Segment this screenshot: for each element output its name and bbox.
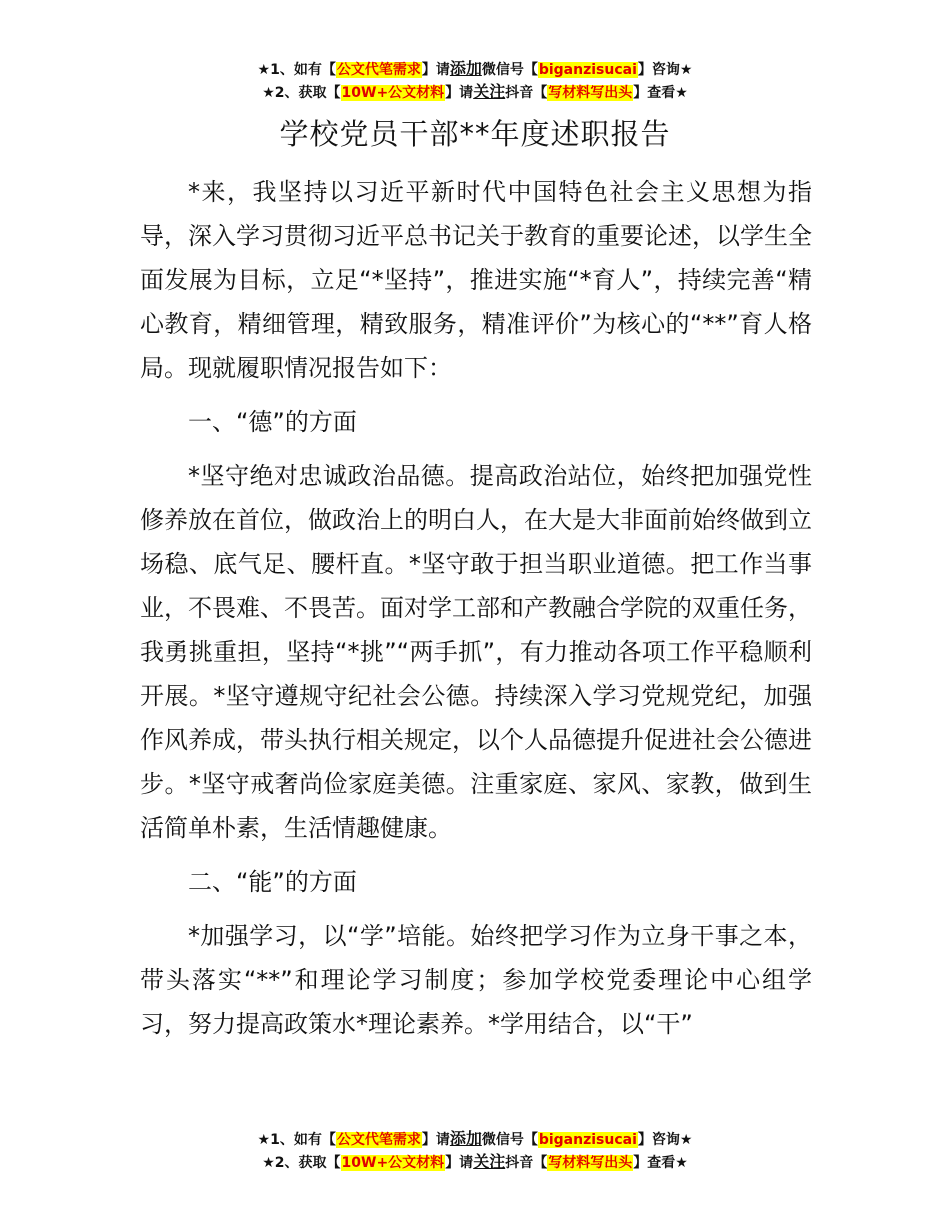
banner-line-2 [0,1151,950,1174]
banner-text: 】咨询★ [637,1132,693,1148]
banner-text: 抖音【 [505,1155,548,1171]
banner-line-1 [0,58,950,81]
banner-highlight: 公文代笔需求 [336,62,421,78]
banner-text: 微信号【 [481,62,538,78]
banner-text: ★2、获取【 [262,1155,341,1171]
banner-text: ★2、获取【 [262,85,341,101]
document-body [140,170,812,1046]
document-title: 学校党员干部**年度述职报告 [279,117,671,151]
banner-text: 】请 [421,62,450,78]
paragraph-de: *坚守绝对忠诚政治品德。提高政治站位，始终把加强党性修养放在首位，做政治上的明白人，在大是大非面前始终做到立场稳、底气足、腰杆直。*坚守敢于担当职业道德。把工作当事业，不畏难、不畏苦。面对学工部和产教融合学院的双重任务，我勇挑重担，坚持“*挑”“两手抓”，有力推动各项工作平稳顺利开展。*坚守遵规守纪社会公德。持续深入学习党规党纪，加强作风养成，带头执行相关规定，以个人品德提升促进社会公德进步。*坚守戒奢尚俭家庭美德。注重家庭、家风、家教，做到生活简单朴素，生活情趣健康。 [140,462,812,842]
banner-highlight: 10W+公文材料 [341,85,445,101]
section-heading-neng: 二、“能”的方面 [188,868,357,896]
paragraph-neng: *加强学习，以“学”培能。始终把学习作为立身干事之本，带头落实“**”和理论学习制度；参加学校党委理论中心组学习，努力提高政策水*理论素养。*学用结合，以“干” [140,922,812,1038]
banner-text: ★1、如有【 [257,1132,336,1148]
banner-text: 】请 [421,1132,450,1148]
banner-underline: 添加 [449,59,482,78]
banner-highlight: 写材料写出头 [548,85,633,101]
section-heading-de: 一、“德”的方面 [188,408,357,436]
banner-text: 】请 [445,85,474,101]
banner-text: ★1、如有【 [257,62,336,78]
banner-underline: 添加 [449,1129,482,1148]
banner-text: 】查看★ [633,85,688,101]
banner-text: 】查看★ [633,1155,688,1171]
banner-highlight: 10W+公文材料 [341,1155,445,1171]
banner-line-2 [0,81,950,104]
banner-text: 微信号【 [481,1132,538,1148]
paragraph-intro: *来，我坚持以习近平新时代中国特色社会主义思想为指导，深入学习贯彻习近平总书记关于教育的重要论述，以学生全面发展为目标，立足“*坚持”，推进实施“*育人”，持续完善“精心教育，精细管理，精致服务，精准评价”为核心的“**”育人格局。现就履职情况报告如下： [140,178,812,382]
top-ad-banner [0,58,950,104]
banner-highlight: 写材料写出头 [548,1155,633,1171]
banner-highlight: biganzisucai [538,62,637,78]
banner-line-1 [0,1128,950,1151]
banner-text: 】请 [445,1155,474,1171]
banner-text: 抖音【 [505,85,548,101]
banner-underline: 关注 [473,1152,506,1171]
banner-highlight: biganzisucai [538,1132,637,1148]
banner-text: 】咨询★ [637,62,693,78]
banner-underline: 关注 [473,82,506,101]
bottom-ad-banner [0,1128,950,1174]
banner-highlight: 公文代笔需求 [336,1132,421,1148]
